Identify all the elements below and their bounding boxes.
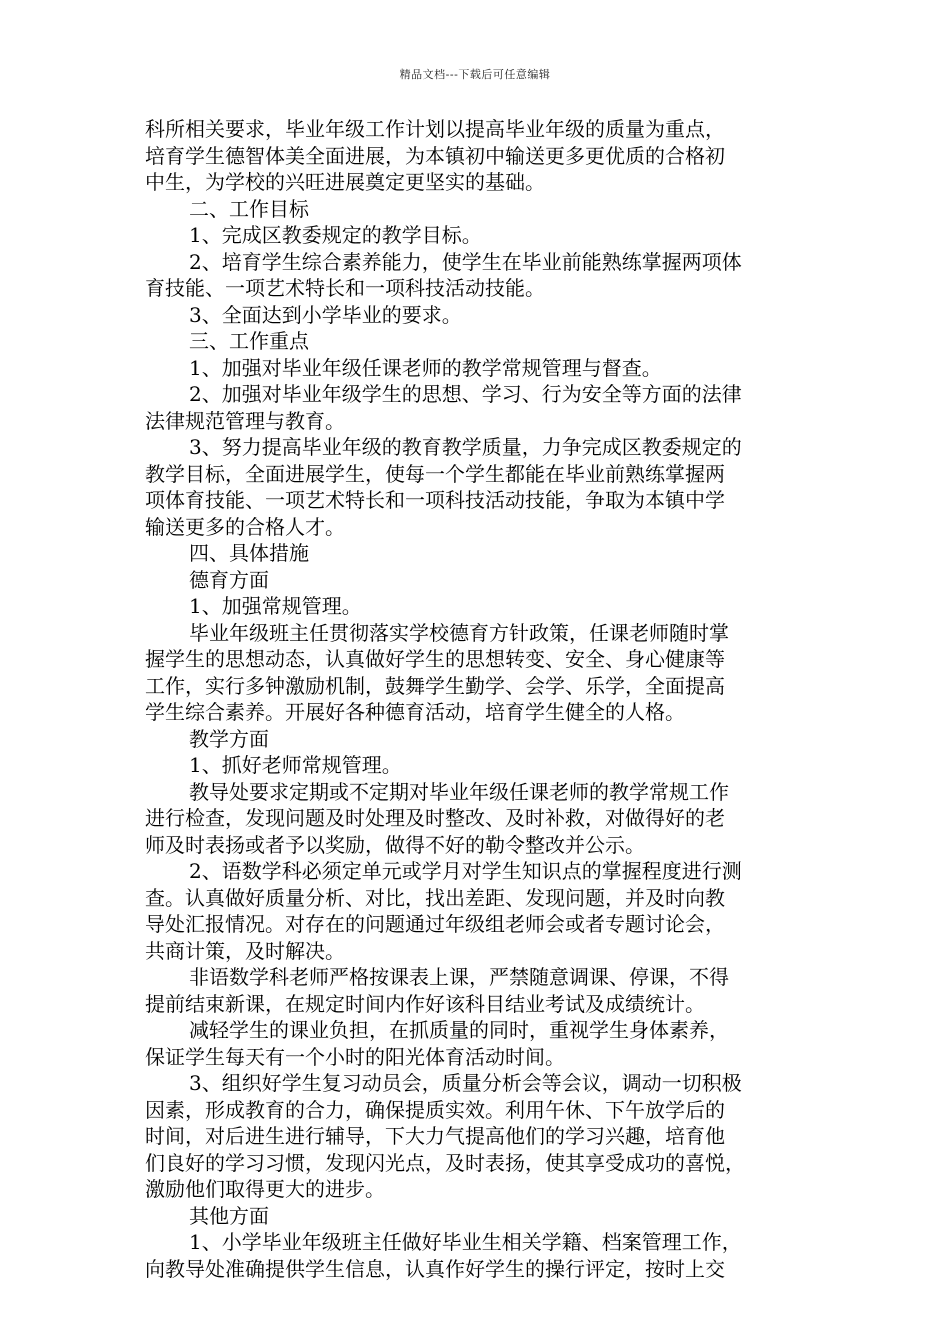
text-line: 提前结束新课，在规定时间内作好该科目结业考试及成绩统计。 bbox=[145, 991, 705, 1016]
text-line: 非语数学科老师严格按课表上课，严禁随意调课、停课，不得 bbox=[189, 965, 729, 989]
text-line: 培育学生德智体美全面进展，为本镇初中输送更多更优质的合格初 bbox=[145, 143, 725, 168]
text-line: 教学目标，全面进展学生，使每一个学生都能在毕业前熟练掌握两 bbox=[145, 461, 725, 486]
text-line: 2、加强对毕业年级学生的思想、学习、行为安全等方面的法律 bbox=[189, 382, 742, 406]
text-line: 德育方面 bbox=[189, 567, 269, 592]
text-line: 共商计策，及时解决。 bbox=[145, 938, 345, 963]
text-line: 师及时表扬或者予以奖励，做得不好的勒令整改并公示。 bbox=[145, 832, 645, 857]
text-line: 毕业年级班主任贯彻落实学校德育方针政策，任课老师随时掌 bbox=[189, 620, 729, 645]
text-line: 2、语数学科必须定单元或学月对学生知识点的掌握程度进行测 bbox=[189, 859, 742, 883]
text-line: 2、培育学生综合素养能力，使学生在毕业前能熟练掌握两项体 bbox=[189, 249, 742, 274]
text-line: 项体育技能、一项艺术特长和一项科技活动技能，争取为本镇中学 bbox=[145, 488, 725, 512]
text-line: 四、具体措施 bbox=[189, 541, 309, 565]
text-line: 其他方面 bbox=[189, 1203, 269, 1228]
text-line: 激励他们取得更大的进步。 bbox=[145, 1177, 385, 1201]
text-line: 1、加强常规管理。 bbox=[189, 594, 362, 618]
text-line: 减轻学生的课业负担，在抓质量的同时，重视学生身体素养， bbox=[189, 1018, 729, 1042]
text-line: 育技能、一项艺术特长和一项科技活动技能。 bbox=[145, 276, 545, 300]
text-line: 法律规范管理与教育。 bbox=[145, 408, 345, 433]
text-line: 教学方面 bbox=[189, 726, 269, 751]
document-body bbox=[145, 116, 810, 1282]
text-line: 3、组织好学生复习动员会，质量分析会等会议，调动一切积极 bbox=[189, 1071, 742, 1095]
text-line: 进行检查，发现问题及时处理及时整改、及时补救，对做得好的老 bbox=[145, 806, 725, 830]
text-line: 3、全面达到小学毕业的要求。 bbox=[189, 302, 462, 327]
text-line: 中生，为学校的兴旺进展奠定更坚实的基础。 bbox=[145, 170, 545, 194]
text-line: 查。认真做好质量分析、对比，找出差距、发现问题，并及时向教 bbox=[145, 885, 725, 910]
text-line: 1、抓好老师常规管理。 bbox=[189, 753, 402, 777]
text-line: 教导处要求定期或不定期对毕业年级任课老师的教学常规工作 bbox=[189, 779, 729, 804]
text-line: 工作，实行多钟激励机制，鼓舞学生勤学、会学、乐学，全面提高 bbox=[145, 673, 725, 698]
text-line: 1、完成区教委规定的教学目标。 bbox=[189, 223, 482, 247]
text-line: 学生综合素养。开展好各种德育活动，培育学生健全的人格。 bbox=[145, 700, 685, 724]
text-line: 输送更多的合格人才。 bbox=[145, 514, 345, 539]
text-line: 二、工作目标 bbox=[189, 196, 309, 221]
text-line: 握学生的思想动态，认真做好学生的思想转变、安全、身心健康等 bbox=[145, 647, 725, 671]
text-line: 导处汇报情况。对存在的问题通过年级组老师会或者专题讨论会， bbox=[145, 912, 725, 936]
page-header: 精品文档---下载后可任意编辑 bbox=[399, 68, 551, 81]
text-line: 时间，对后进生进行辅导，下大力气提高他们的学习兴趣，培育他 bbox=[145, 1124, 725, 1148]
text-line: 因素，形成教育的合力，确保提质实效。利用午休、下午放学后的 bbox=[145, 1097, 725, 1122]
text-line: 1、小学毕业年级班主任做好毕业生相关学籍、档案管理工作， bbox=[189, 1230, 742, 1254]
text-line: 1、加强对毕业年级任课老师的教学常规管理与督查。 bbox=[189, 355, 662, 380]
text-line: 们良好的学习习惯，发现闪光点，及时表扬，使其享受成功的喜悦， bbox=[145, 1150, 745, 1175]
text-line: 科所相关要求，毕业年级工作计划以提高毕业年级的质量为重点， bbox=[145, 117, 725, 141]
text-line: 3、努力提高毕业年级的教育教学质量，力争完成区教委规定的 bbox=[189, 435, 742, 459]
text-line: 向教导处准确提供学生信息，认真作好学生的操行评定，按时上交 bbox=[145, 1256, 725, 1281]
text-line: 保证学生每天有一个小时的阳光体育活动时间。 bbox=[145, 1044, 565, 1069]
text-line: 三、工作重点 bbox=[189, 329, 309, 353]
